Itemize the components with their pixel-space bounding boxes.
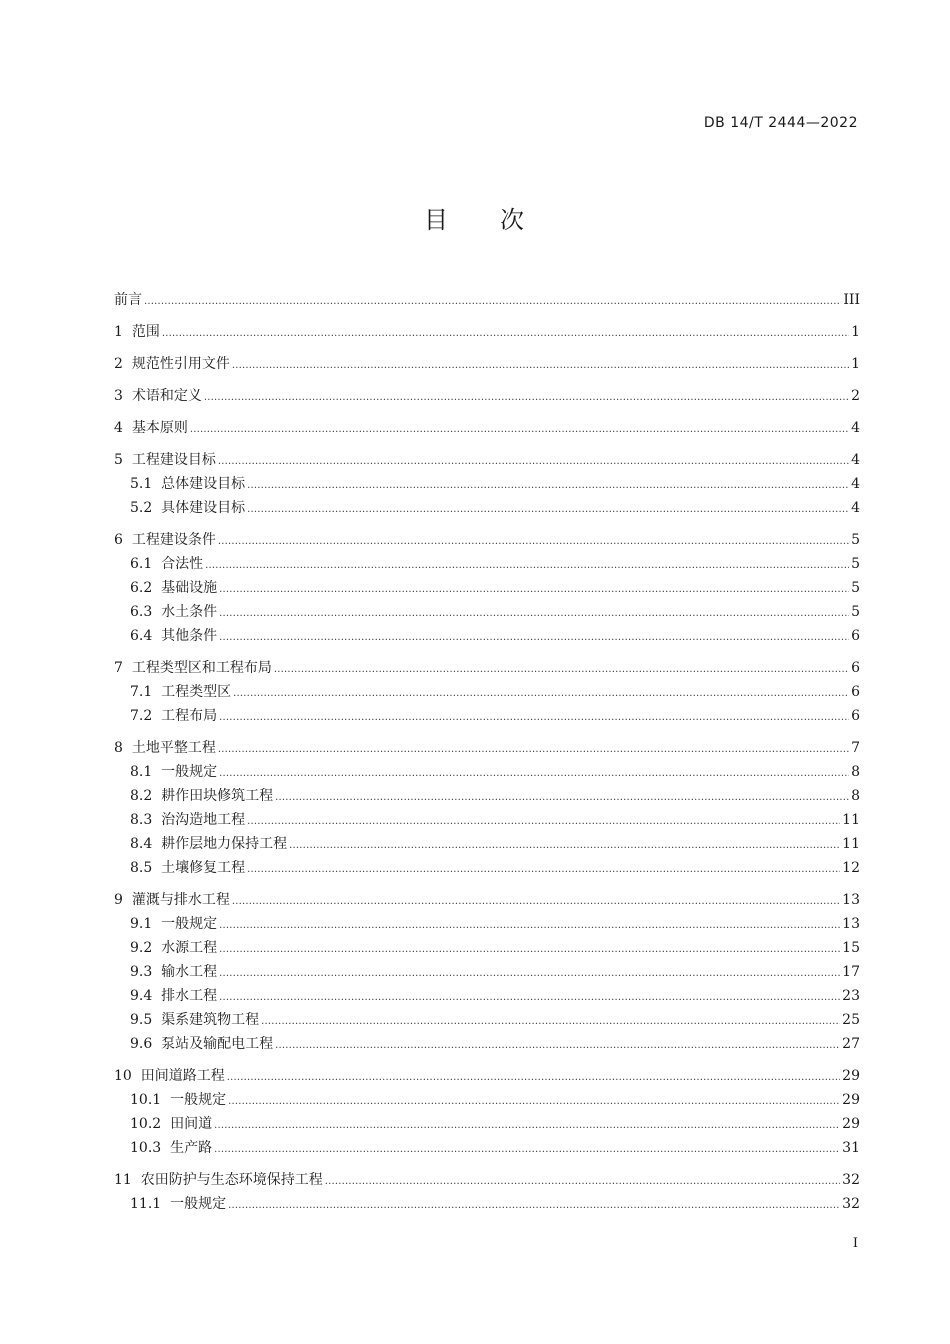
toc-entry[interactable] bbox=[114, 808, 860, 832]
toc-entry-number: 7 bbox=[114, 660, 123, 676]
toc-entry-label: 一般规定 bbox=[161, 916, 218, 932]
toc-leader-dots bbox=[219, 706, 849, 730]
toc-entry[interactable] bbox=[114, 1088, 860, 1112]
toc-entry-page: 4 bbox=[851, 452, 860, 468]
toc-entry[interactable] bbox=[114, 784, 860, 808]
toc-entry-label: 规范性引用文件 bbox=[131, 356, 230, 372]
toc-entry-number: 9.4 bbox=[130, 988, 153, 1004]
toc-entry-page: 31 bbox=[842, 1140, 860, 1156]
toc-entry-page: 5 bbox=[851, 580, 860, 596]
toc-entry-label: 田间道路工程 bbox=[140, 1068, 225, 1084]
toc-leader-dots bbox=[219, 602, 849, 626]
toc-entry-page: 27 bbox=[842, 1036, 860, 1052]
toc-entry-number: 8.3 bbox=[130, 812, 153, 828]
toc-entry[interactable] bbox=[114, 832, 860, 856]
toc-entry[interactable] bbox=[114, 472, 860, 496]
toc-entry-number: 8.5 bbox=[130, 860, 153, 876]
toc-entry-label: 具体建设目标 bbox=[161, 500, 246, 516]
toc-leader-dots bbox=[219, 986, 840, 1010]
toc-entry-number: 5.1 bbox=[130, 476, 153, 492]
toc-entry[interactable] bbox=[114, 600, 860, 624]
toc-entry-page: 8 bbox=[851, 788, 860, 804]
toc-entry-page: 11 bbox=[842, 836, 860, 852]
toc-entry-number: 8.4 bbox=[130, 836, 153, 852]
toc-entry[interactable] bbox=[114, 1112, 860, 1136]
toc-leader-dots bbox=[228, 1090, 840, 1114]
toc-entry-label: 一般规定 bbox=[170, 1196, 227, 1212]
toc-entry-number: 7.2 bbox=[130, 708, 153, 724]
toc-entry-label: 渠系建筑物工程 bbox=[161, 1012, 260, 1028]
table-of-contents bbox=[114, 288, 860, 1216]
toc-leader-dots bbox=[219, 578, 849, 602]
toc-entry[interactable] bbox=[114, 288, 860, 312]
toc-entry-label: 水土条件 bbox=[161, 604, 218, 620]
toc-leader-dots bbox=[325, 1170, 840, 1194]
toc-entry-page: 8 bbox=[851, 764, 860, 780]
toc-entry-label: 工程布局 bbox=[161, 708, 218, 724]
toc-entry-label: 工程类型区和工程布局 bbox=[131, 660, 272, 676]
toc-entry[interactable] bbox=[114, 344, 860, 376]
toc-leader-dots bbox=[289, 834, 840, 858]
toc-entry-number: 6.2 bbox=[130, 580, 153, 596]
toc-entry-page: 32 bbox=[842, 1196, 860, 1212]
toc-entry[interactable] bbox=[114, 856, 860, 880]
toc-entry-number: 5.2 bbox=[130, 500, 153, 516]
toc-entry-label: 工程类型区 bbox=[161, 684, 232, 700]
toc-entry[interactable] bbox=[114, 680, 860, 704]
toc-leader-dots bbox=[275, 1034, 840, 1058]
toc-entry-page: 1 bbox=[851, 324, 860, 340]
toc-leader-dots bbox=[261, 1010, 840, 1034]
toc-entry-page: 11 bbox=[842, 812, 860, 828]
toc-entry-page: 29 bbox=[842, 1092, 860, 1108]
toc-entry-label: 范围 bbox=[131, 324, 160, 340]
toc-entry-label: 水源工程 bbox=[161, 940, 218, 956]
toc-entry[interactable] bbox=[114, 496, 860, 520]
toc-entry-label: 田间道 bbox=[170, 1116, 213, 1132]
toc-entry[interactable] bbox=[114, 1032, 860, 1056]
toc-leader-dots bbox=[219, 938, 840, 962]
toc-entry-number: 5 bbox=[114, 452, 123, 468]
toc-leader-dots bbox=[219, 762, 849, 786]
toc-leader-dots bbox=[247, 498, 849, 522]
toc-leader-dots bbox=[275, 786, 849, 810]
toc-entry-number: 1 bbox=[114, 324, 123, 340]
toc-entry-label: 合法性 bbox=[161, 556, 204, 572]
toc-entry-number: 9.1 bbox=[130, 916, 153, 932]
toc-leader-dots bbox=[219, 914, 840, 938]
toc-entry-label: 工程建设条件 bbox=[131, 532, 216, 548]
toc-leader-dots bbox=[228, 1194, 840, 1218]
toc-entry-page: 13 bbox=[842, 916, 860, 932]
toc-leader-dots bbox=[247, 810, 840, 834]
toc-entry-number: 6.3 bbox=[130, 604, 153, 620]
toc-entry-page: 6 bbox=[851, 660, 860, 676]
toc-entry-label: 工程建设目标 bbox=[131, 452, 216, 468]
toc-entry[interactable] bbox=[114, 408, 860, 440]
toc-leader-dots bbox=[214, 1138, 840, 1162]
toc-entry-label: 土地平整工程 bbox=[131, 740, 216, 756]
toc-entry-label: 土壤修复工程 bbox=[161, 860, 246, 876]
toc-leader-dots bbox=[218, 738, 849, 762]
toc-entry-page: 6 bbox=[851, 684, 860, 700]
toc-entry[interactable] bbox=[114, 728, 860, 760]
toc-entry-number: 11.1 bbox=[130, 1196, 162, 1212]
toc-leader-dots bbox=[204, 386, 849, 410]
toc-entry-label: 一般规定 bbox=[170, 1092, 227, 1108]
title-part-1: 目 bbox=[424, 206, 450, 234]
toc-entry-number: 10.2 bbox=[130, 1116, 162, 1132]
toc-entry-number: 9.2 bbox=[130, 940, 153, 956]
toc-entry-number: 10 bbox=[114, 1068, 132, 1084]
toc-leader-dots bbox=[232, 890, 840, 914]
toc-leader-dots bbox=[247, 474, 849, 498]
toc-entry-number: 10.1 bbox=[130, 1092, 162, 1108]
toc-entry-number: 4 bbox=[114, 420, 123, 436]
toc-entry-page: 4 bbox=[851, 500, 860, 516]
toc-entry-label: 总体建设目标 bbox=[161, 476, 246, 492]
toc-entry[interactable] bbox=[114, 576, 860, 600]
toc-entry-label: 术语和定义 bbox=[131, 388, 202, 404]
toc-entry-number: 6 bbox=[114, 532, 123, 548]
toc-entry-page: 5 bbox=[851, 604, 860, 620]
toc-leader-dots bbox=[214, 1114, 840, 1138]
toc-entry[interactable] bbox=[114, 552, 860, 576]
toc-entry-label: 前言 bbox=[114, 292, 142, 308]
toc-entry[interactable] bbox=[114, 1008, 860, 1032]
toc-entry-page: 29 bbox=[842, 1068, 860, 1084]
toc-entry-page: 13 bbox=[842, 892, 860, 908]
toc-leader-dots bbox=[274, 658, 849, 682]
toc-entry-label: 农田防护与生态环境保持工程 bbox=[140, 1172, 323, 1188]
toc-entry-label: 灌溉与排水工程 bbox=[131, 892, 230, 908]
toc-entry[interactable] bbox=[114, 984, 860, 1008]
toc-entry-label: 输水工程 bbox=[161, 964, 218, 980]
toc-leader-dots bbox=[162, 322, 849, 346]
toc-entry-page: 5 bbox=[851, 532, 860, 548]
toc-entry-number: 9 bbox=[114, 892, 123, 908]
toc-entry-number: 9.5 bbox=[130, 1012, 153, 1028]
toc-entry-label: 一般规定 bbox=[161, 764, 218, 780]
page-number: I bbox=[852, 1236, 858, 1251]
toc-entry-page: 7 bbox=[851, 740, 860, 756]
toc-entry[interactable] bbox=[114, 648, 860, 680]
toc-entry[interactable] bbox=[114, 704, 860, 728]
toc-entry-page: 12 bbox=[842, 860, 860, 876]
page-title bbox=[0, 200, 950, 235]
toc-entry-page: III bbox=[843, 292, 860, 308]
toc-leader-dots bbox=[219, 962, 840, 986]
toc-entry-page: 4 bbox=[851, 476, 860, 492]
toc-entry[interactable] bbox=[114, 880, 860, 912]
toc-entry-number: 6.4 bbox=[130, 628, 153, 644]
toc-entry[interactable] bbox=[114, 1160, 860, 1192]
toc-entry-label: 治沟造地工程 bbox=[161, 812, 246, 828]
toc-entry-number: 6.1 bbox=[130, 556, 153, 572]
toc-entry[interactable] bbox=[114, 1056, 860, 1088]
toc-entry[interactable] bbox=[114, 376, 860, 408]
toc-entry-number: 9.6 bbox=[130, 1036, 153, 1052]
toc-leader-dots bbox=[247, 858, 840, 882]
toc-entry-page: 4 bbox=[851, 420, 860, 436]
toc-entry-number: 8.1 bbox=[130, 764, 153, 780]
toc-entry-page: 29 bbox=[842, 1116, 860, 1132]
toc-leader-dots bbox=[218, 450, 849, 474]
toc-entry-label: 基本原则 bbox=[131, 420, 188, 436]
toc-entry-label: 其他条件 bbox=[161, 628, 218, 644]
toc-entry-page: 23 bbox=[842, 988, 860, 1004]
toc-leader-dots bbox=[144, 290, 841, 314]
toc-entry-label: 耕作田块修筑工程 bbox=[161, 788, 274, 804]
toc-entry-page: 15 bbox=[842, 940, 860, 956]
toc-entry-number: 10.3 bbox=[130, 1140, 162, 1156]
toc-leader-dots bbox=[219, 626, 849, 650]
toc-entry-number: 11 bbox=[114, 1172, 132, 1188]
toc-entry-page: 25 bbox=[842, 1012, 860, 1028]
toc-entry-number: 8.2 bbox=[130, 788, 153, 804]
toc-entry-number: 8 bbox=[114, 740, 123, 756]
toc-leader-dots bbox=[218, 530, 849, 554]
standard-code: DB 14/T 2444—2022 bbox=[703, 115, 858, 131]
title-part-2: 次 bbox=[500, 206, 526, 234]
toc-entry[interactable] bbox=[114, 1192, 860, 1216]
toc-entry-label: 生产路 bbox=[170, 1140, 213, 1156]
toc-leader-dots bbox=[232, 354, 849, 378]
toc-entry-label: 基础设施 bbox=[161, 580, 218, 596]
toc-leader-dots bbox=[233, 682, 849, 706]
toc-entry-page: 5 bbox=[851, 556, 860, 572]
toc-entry[interactable] bbox=[114, 960, 860, 984]
toc-entry-page: 32 bbox=[842, 1172, 860, 1188]
toc-entry[interactable] bbox=[114, 440, 860, 472]
toc-entry-page: 17 bbox=[842, 964, 860, 980]
toc-leader-dots bbox=[190, 418, 849, 442]
toc-entry[interactable] bbox=[114, 1136, 860, 1160]
toc-entry-page: 2 bbox=[851, 388, 860, 404]
toc-entry-number: 3 bbox=[114, 388, 123, 404]
toc-entry[interactable] bbox=[114, 312, 860, 344]
toc-entry-page: 1 bbox=[851, 356, 860, 372]
toc-entry-label: 耕作层地力保持工程 bbox=[161, 836, 288, 852]
toc-entry-label: 泵站及输配电工程 bbox=[161, 1036, 274, 1052]
toc-entry[interactable] bbox=[114, 912, 860, 936]
toc-entry[interactable] bbox=[114, 520, 860, 552]
toc-entry-page: 6 bbox=[851, 708, 860, 724]
toc-entry[interactable] bbox=[114, 936, 860, 960]
toc-entry[interactable] bbox=[114, 624, 860, 648]
toc-entry-number: 7.1 bbox=[130, 684, 153, 700]
toc-entry-label: 排水工程 bbox=[161, 988, 218, 1004]
toc-entry[interactable] bbox=[114, 760, 860, 784]
toc-leader-dots bbox=[227, 1066, 840, 1090]
toc-entry-number: 2 bbox=[114, 356, 123, 372]
toc-entry-page: 6 bbox=[851, 628, 860, 644]
toc-entry-number: 9.3 bbox=[130, 964, 153, 980]
toc-leader-dots bbox=[205, 554, 849, 578]
